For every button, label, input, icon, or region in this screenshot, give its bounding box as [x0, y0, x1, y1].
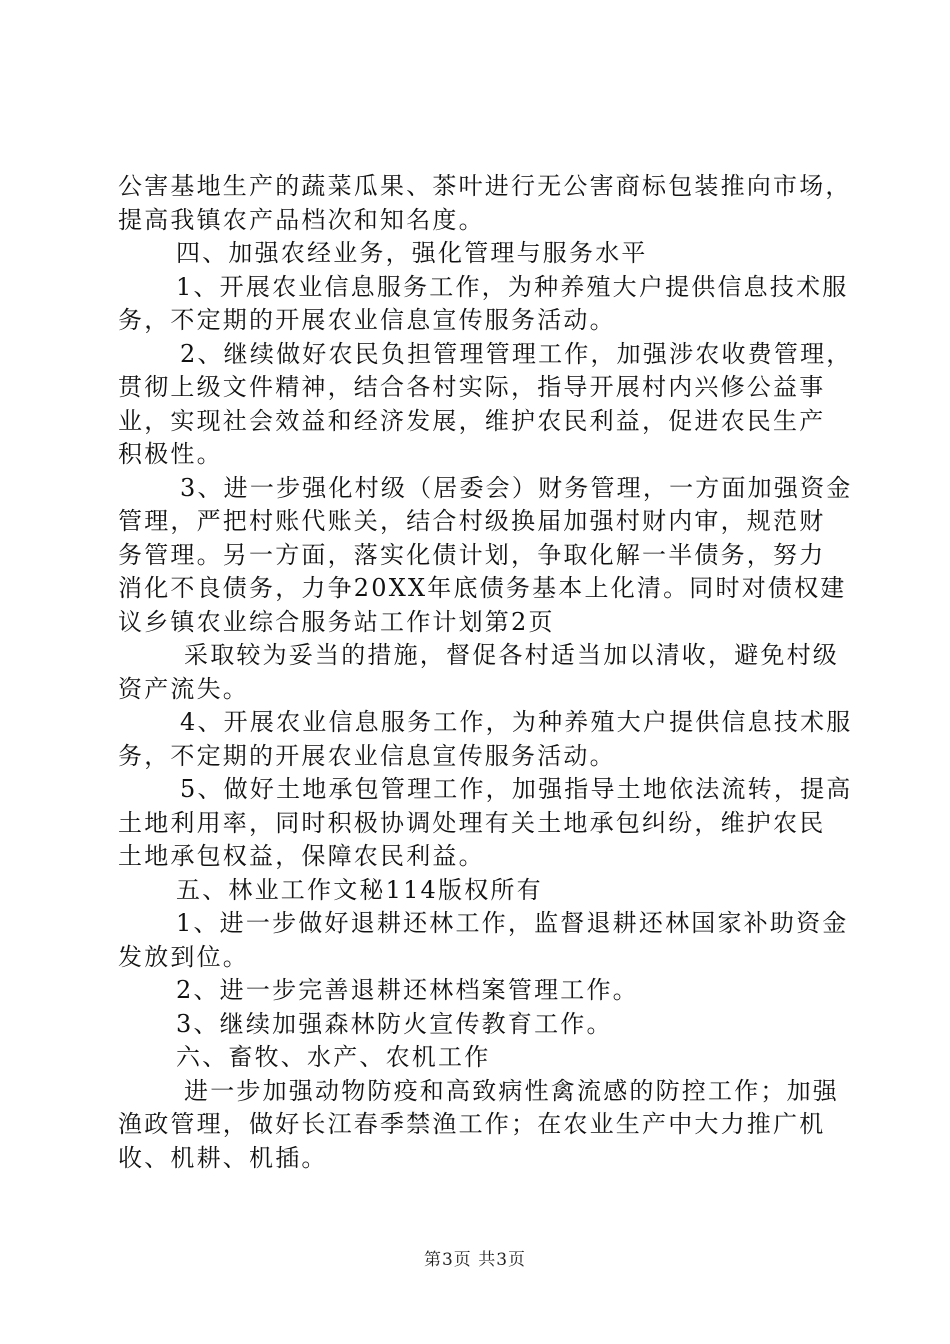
text-line: 采取较为妥当的措施，督促各村适当加以清收，避免村级	[184, 641, 839, 669]
text-line: 5、做好土地承包管理工作，加强指导土地依法流转，提高	[180, 775, 853, 803]
text-line: 务，不定期的开展农业信息宣传服务活动。	[118, 306, 616, 334]
text-line: 提高我镇农产品档次和知名度。	[118, 205, 485, 234]
text-line: 积极性。	[118, 440, 223, 468]
text-line: 资产流失。	[118, 674, 249, 703]
text-line: 土地利用率，同时积极协调处理有关土地承包纠纷，维护农民	[118, 808, 826, 837]
text-line: 进一步加强动物防疫和高致病性禽流感的防控工作；加强	[184, 1076, 839, 1105]
section-heading: 四、加强农经业务，强化管理与服务水平	[176, 239, 648, 267]
text-line: 3、进一步强化村级（居委会）财务管理，一方面加强资金	[180, 473, 853, 502]
text-line: 2、继续做好农民负担管理管理工作，加强涉农收费管理，	[180, 339, 853, 368]
page-number-footer: 第3页 共3页	[423, 1250, 527, 1270]
text-line: 4、开展农业信息服务工作，为种养殖大户提供信息技术服	[180, 708, 853, 736]
text-line: 土地承包权益，保障农民利益。	[118, 842, 485, 870]
text-line: 1、进一步做好退耕还林工作，监督退耕还林国家补助资金	[176, 909, 849, 937]
text-line: 务管理。另一方面，落实化债计划，争取化解一半债务，努力	[118, 540, 826, 569]
text-line: 管理，严把村账代账关，结合村级换届加强村财内审，规范财	[118, 507, 826, 535]
text-line: 消化不良债务，力争20XX年底债务基本上化清。同时对债权建	[118, 574, 847, 602]
text-line: 业，实现社会效益和经济发展，维护农民利益，促进农民生产	[118, 406, 826, 435]
section-heading: 五、林业工作文秘114版权所有	[176, 875, 543, 904]
text-line: 2、进一步完善退耕还林档案管理工作。	[176, 976, 639, 1004]
text-line: 议乡镇农业综合服务站工作计划第2页	[118, 607, 555, 636]
text-line: 发放到位。	[118, 942, 249, 971]
text-line: 务，不定期的开展农业信息宣传服务活动。	[118, 741, 616, 770]
text-line: 1、开展农业信息服务工作，为种养殖大户提供信息技术服	[176, 272, 849, 301]
text-line: 收、机耕、机插。	[118, 1143, 328, 1172]
text-line: 公害基地生产的蔬菜瓜果、茶叶进行无公害商标包装推向市场，	[118, 172, 852, 200]
text-line: 渔政管理，做好长江春季禁渔工作；在农业生产中大力推广机	[118, 1110, 826, 1138]
document-body	[118, 170, 853, 1175]
text-line: 3、继续加强森林防火宣传教育工作。	[176, 1009, 613, 1038]
section-heading: 六、畜牧、水产、农机工作	[176, 1043, 491, 1071]
text-line: 贯彻上级文件精神，结合各村实际，指导开展村内兴修公益事	[118, 373, 826, 401]
